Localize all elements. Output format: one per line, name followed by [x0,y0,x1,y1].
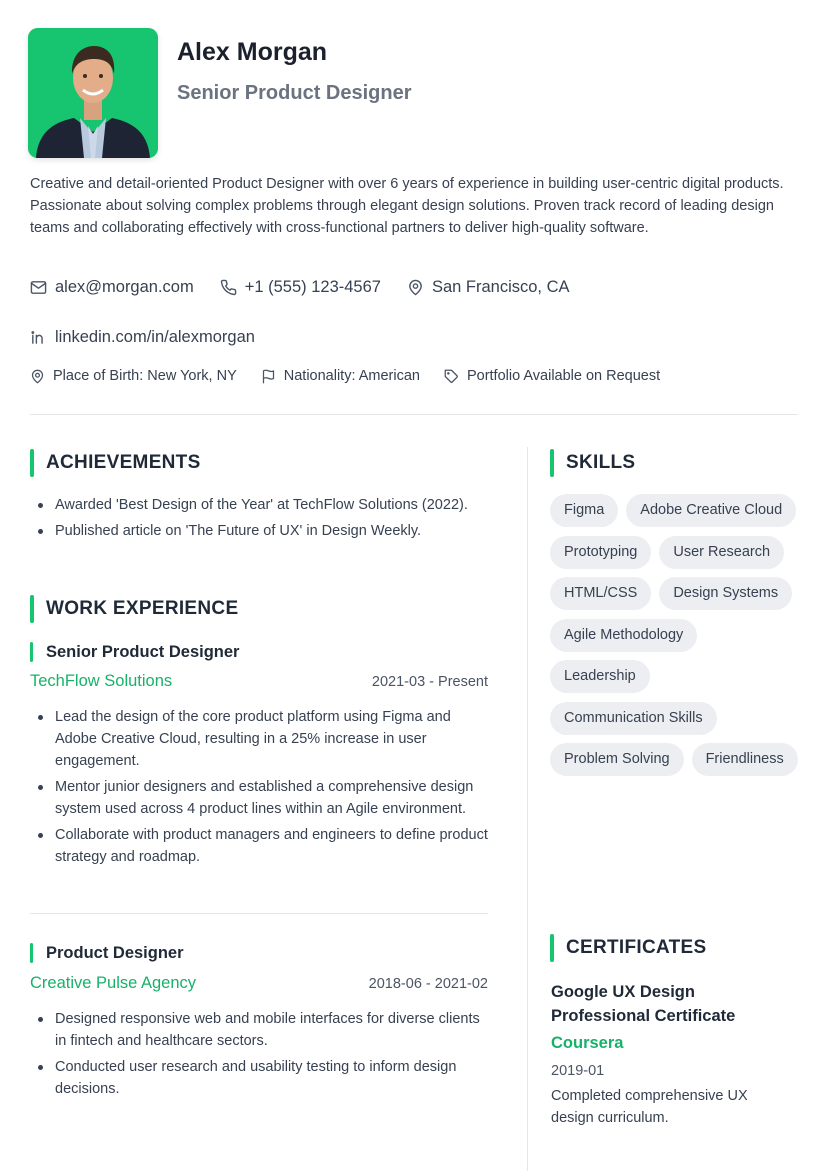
map-pin-icon [407,279,424,296]
skill-chip: Design Systems [659,577,792,610]
skill-chip: Figma [550,494,618,527]
achievement-item: Published article on 'The Future of UX' in Design Weekly. [30,520,490,542]
achievements-title: ACHIEVEMENTS [46,452,201,473]
certificates-heading [550,934,706,962]
job-dates: 2018-06 - 2021-02 [368,976,488,992]
phone-icon [220,279,237,296]
job-title: Product Designer [46,943,184,962]
job-bullet: Lead the design of the core product platform using Figma and Adobe Creative Cloud, resulting in a 25% increase in user engagement. [30,706,490,772]
contact-linkedin[interactable] [30,328,255,347]
phone-text: +1 (555) 123-4567 [244,278,381,296]
job-heading [30,642,239,662]
certificate-description: Completed comprehensive UX design curriculum. [551,1088,748,1126]
certificate-name: Google UX Design Professional Certificate [551,983,736,1025]
contact-row-personal [30,368,684,384]
job-bullet: Collaborate with product managers and engineers to define product strategy and roadmap. [30,824,490,868]
experience-title: WORK EXPERIENCE [46,598,239,619]
section-accent-bar [550,449,554,477]
contact-phone[interactable] [220,278,381,297]
skill-chip: Leadership [550,660,650,693]
contact-row-links [30,328,281,347]
job-dates: 2021-03 - Present [371,674,488,690]
skill-chip: HTML/CSS [550,577,651,610]
skills-title: SKILLS [566,452,636,473]
header-divider [30,414,798,415]
flag-icon [261,369,276,384]
birthplace-text: Place of Birth: New York, NY [53,368,237,384]
job-company: Creative Pulse Agency [30,974,197,992]
mail-icon [30,279,47,296]
contact-birthplace [30,368,237,384]
experience-heading [30,595,238,623]
certificate-date: 2019-01 [551,1063,605,1079]
job-bullets [30,706,490,872]
job-heading [30,943,184,963]
nationality-text: Nationality: American [283,368,420,384]
certificate-issuer: Coursera [551,1034,624,1052]
skill-chip: Prototyping [550,536,651,569]
email-text: alex@morgan.com [55,278,194,296]
job-divider [30,913,488,914]
job-bullet: Mentor junior designers and established a comprehensive design system used across 4 product lines within an Agile environment. [30,776,490,820]
skills-list [550,494,810,785]
contact-row-primary [30,278,596,297]
job-accent-bar [30,943,33,963]
achievement-item: Awarded 'Best Design of the Year' at TechFlow Solutions (2022). [30,494,490,516]
job-bullet: Conducted user research and usability testing to inform design decisions. [30,1056,490,1100]
map-pin-icon [30,369,45,384]
skill-chip: Problem Solving [550,743,684,776]
section-accent-bar [30,449,34,477]
candidate-name: Alex Morgan [177,38,328,66]
achievements-heading [30,449,201,477]
skill-chip: User Research [659,536,784,569]
profile-photo [28,28,158,158]
tag-icon [444,369,459,384]
job-accent-bar [30,642,33,662]
skill-chip: Adobe Creative Cloud [626,494,796,527]
section-accent-bar [30,595,34,623]
linkedin-icon [30,329,47,346]
profile-summary: Creative and detail-oriented Product Designer with over 6 years of experience in building user-centric digital products. Passionate about solving complex problems through elegant design solutions. Proven track record of leading design teams and collaborating effectively with cross-functional partners to deliver high-quality software. [30,176,784,236]
column-divider [527,447,528,1171]
portfolio-text: Portfolio Available on Request [466,368,661,384]
contact-location [407,278,570,297]
contact-nationality [261,368,420,384]
job-company: TechFlow Solutions [30,672,173,690]
section-accent-bar [550,934,554,962]
skill-chip: Agile Methodology [550,619,697,652]
contact-portfolio [444,368,660,384]
certificates-title: CERTIFICATES [566,937,707,958]
job-bullet: Designed responsive web and mobile interfaces for diverse clients in fintech and healthcare sectors. [30,1008,490,1052]
linkedin-text: linkedin.com/in/alexmorgan [55,328,255,346]
job-title: Senior Product Designer [46,642,240,661]
location-text: San Francisco, CA [431,278,570,296]
achievements-list [30,494,490,546]
job-bullets [30,1008,490,1104]
contact-email[interactable] [30,278,194,297]
candidate-title: Senior Product Designer [177,82,412,104]
skills-heading [550,449,635,477]
skill-chip: Communication Skills [550,702,717,735]
skill-chip: Friendliness [692,743,798,776]
